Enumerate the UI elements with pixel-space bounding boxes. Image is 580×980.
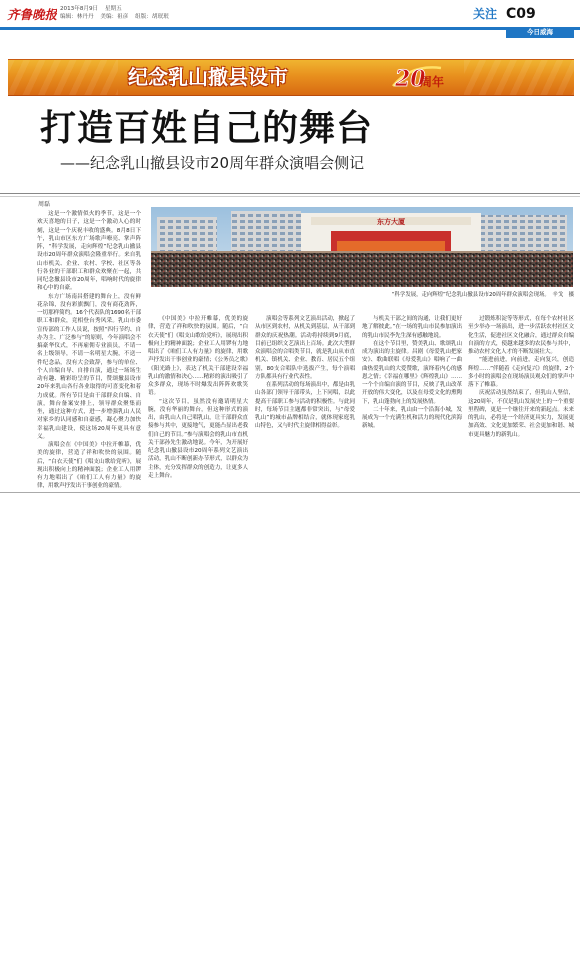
article-column-4	[362, 315, 462, 490]
paragraph: 庆祝活动虽然结束了，但乳山人坚信，这20周年，不仅是乳山发展史上的一个重要里程碑，更是一个继往开来的新起点。未来的乳山，必将是一个经济更具实力，发展更加高效、文化更加繁荣、社会更加和谐、城市更具魅力的新乳山。	[468, 390, 574, 438]
stage-performers	[337, 241, 445, 251]
staff-credits	[60, 14, 174, 21]
page-number: C09	[506, 6, 536, 22]
article-column-2	[148, 315, 248, 490]
paragraph: 与机关干部之间的沟通，让我们更好地了解彼此。”在一场的乳山市民参加演出的乳山市民李先生深有感触地说。	[362, 316, 462, 339]
issue-weekday: 星期五	[104, 6, 122, 12]
section-label: 关注	[473, 7, 498, 21]
paragraph: 在系列活动的每场演出中，都是由乳山各部门领导干部带头，上下同唱，以此提高干部职工参与活动的积极性。与此同时，每场节目主题都非常突出，与“母爱乳山”的城市品牌相结合，就体现家庭乳山特色，又与时代主旋律相得益彰。	[255, 382, 355, 430]
article-end-rule	[0, 492, 580, 493]
issue-date: 2013年8月9日	[60, 6, 99, 12]
anniversary-banner	[8, 59, 574, 96]
paragraph: 《中国美》中拉开帷幕，优美的旋律，营造了祥和吹快的氛围。随后，“白衣天使”们《唱支山歌给党听》，展现出积极向上的精神面貌；企业工人用锣有力地唱出了《咱们工人有力量》的旋律，用歌声抒发出干事创业的豪情；《公务员之歌》《阳光路上》，表达了机关干部建设幸福乳山的激情和决心……精彩的演出吸引了众多群众，现场不时爆发出阵阵欢歌笑语。	[148, 316, 248, 397]
article-column-1	[37, 210, 141, 490]
photo-caption: “科学发展，走向辉煌”纪念乳山撤县设市20周年群众演唱会现场。 辛戈 摄	[391, 292, 574, 298]
divider	[0, 193, 580, 194]
audience-crowd	[151, 251, 573, 287]
byline: 周磊	[38, 201, 51, 208]
building-left-2	[231, 211, 301, 251]
headline: 打造百姓自己的舞台	[40, 107, 374, 149]
paragraph: 这是一个激情似火的季节，这是一个欢天喜地的日子，这是一个激动人心的时刻，这是一个庆祝丰收的盛典。8月8日下午，乳山市区东方广场歌声嘹亮、掌声阵阵，“科学发展，走向辉煌”纪念乳山撤县设市20周年群众演唱会隆重举行。来自乳山市机关、企业、农村、学校、社区等各行各业的干部职工和群众欢聚在一起，共同纪念撤县设市20周年，唱响时代的旋律和心中的自豪。	[37, 211, 141, 292]
layout-credit: 组版：胡珉珉	[135, 14, 169, 20]
paragraph: “能进前进，向前进，走向复兴，创造辉煌……”伴随着《走向复兴》的旋律，2个多小时的演唱会在现场演员观众们的掌声中落下了帷幕。	[468, 357, 574, 388]
header-rule	[0, 27, 580, 30]
divider-thin	[0, 196, 580, 197]
anniversary-suffix: 周年	[420, 75, 445, 89]
building-left	[157, 217, 217, 251]
building-right	[481, 215, 567, 251]
designer-credit: 美编：祖彦	[100, 14, 129, 20]
newspaper-logo: 齐鲁晚报	[7, 7, 57, 22]
article-column-5	[468, 315, 574, 490]
building-sign: 东方大厦	[377, 217, 405, 226]
paragraph: 过锻炼积淀等等形式，在每个农村社区至少举办一场演出，进一步活跃农村社区文化生活，促进社区文化融合，通过群众自编自演的方式，使越来越多的农民参与其中，推动农村文化人才的不断发展壮大。	[468, 316, 574, 355]
concert-photo	[151, 207, 573, 287]
subheadline: ——纪念乳山撤县设市20周年群众演唱会侧记	[60, 154, 365, 172]
concert-scene-illustration	[151, 207, 573, 287]
anniversary-number: 20	[395, 66, 426, 92]
paragraph: 在这个节目里，赞美乳山、歌颂乳山成为演出的主旋律。昌剧《母爱乳山把家安》、歌曲联唱《母爱乳山》唱响了一曲曲热爱乳山的大爱赞歌，演绎着内心的感恩之情；《幸福在哪里》《辉煌乳山》……一个个自编自演的节目，反映了乳山改革开放的伟大变化，以及在母爱文化的熏陶下，乳山蓬勃向上的发展热情。	[362, 340, 462, 405]
paragraph: 二十年来，乳山由一个沿海小城，发展成为一个充满生机和活力的现代化滨海新城。	[362, 406, 462, 430]
paragraph: 东方广场南昌搭建的舞台上，没有鲜花杂锦，没有彩旗飘门，没有商花劲阵，一切那样简约。16个代表队的1690名干部职工和群众，竞相登台秀风采。乳山市委宣传部的工作人员说，按照“四行节约、自办为主、广泛参与”的原则，今年演唱会不搞豪华仪式，不再雇佣专业演员，不请一名上级领导，不请一名明星大腕，不送一件纪念品，没有大会致辞，参与的单位、个人自编自导、自排自演，通过一场场生动有趣、精彩纷呈的节目，赞颂撤县设市20年来乳山各行各业取得的可喜变化和着力成就。所有节目是由干部群众自编、自演，舞台备案安排上，领导群众聚集而坐，通过这种方式，进一步增强乳山人民对家乡的认同感和自豪感，凝心聚力加快幸福乳山建设，使这场20周年更具有意义。	[37, 293, 141, 440]
banner-title: 纪念乳山撤县设市	[128, 65, 288, 89]
paragraph: 演唱会在《中国美》中拉开帷幕，优美的旋律，营造了祥和吹快的氛围。随后，“白衣天使”们《唱支山歌给党听》，展现出积极向上的精神面貌；企业工人用锣有力地唱出了《咱们工人有力量》的旋律，用歌声抒发出干事创业的豪情。	[37, 442, 141, 490]
banner-right-decoration	[464, 60, 574, 95]
banner-left-decoration	[8, 60, 118, 95]
edition-info	[60, 6, 127, 13]
paragraph: “这次节目，虽然没有邀请明星大腕，没有华丽的舞台，但这种形式的演出，由乳山人自己唱乳山，让干部群众直接参与其中，更接地气，更能凸显出老我们自己的节目。”参与演唱会的乳山市直机关干部孙先生激动地说。今年，为开展好纪念乳山撤县设市20周年系列文艺演出活动，乳山不断创新办节形式，以群众为主体，充分发挥群众的创造力，让更多人走上舞台。	[148, 398, 248, 479]
paragraph: 演唱会等系列文艺演出活动，掀起了从市区到农村，从机关到基层，从干部到群众的庆祝热潮。活动将持续到9月底，目前已组织文艺演出上百场。此次大型群众演唱会的合唱类节目，就是乳山从市直机关、镇机关、企业、教育、居民五个组别，80支合唱队中选拔产生，每个演唱方队都具有行业代表性。	[255, 316, 355, 380]
editor-credit: 编辑：林丹丹	[60, 14, 94, 20]
article-column-3	[255, 315, 355, 490]
section-tab: 今日威海	[506, 27, 574, 38]
